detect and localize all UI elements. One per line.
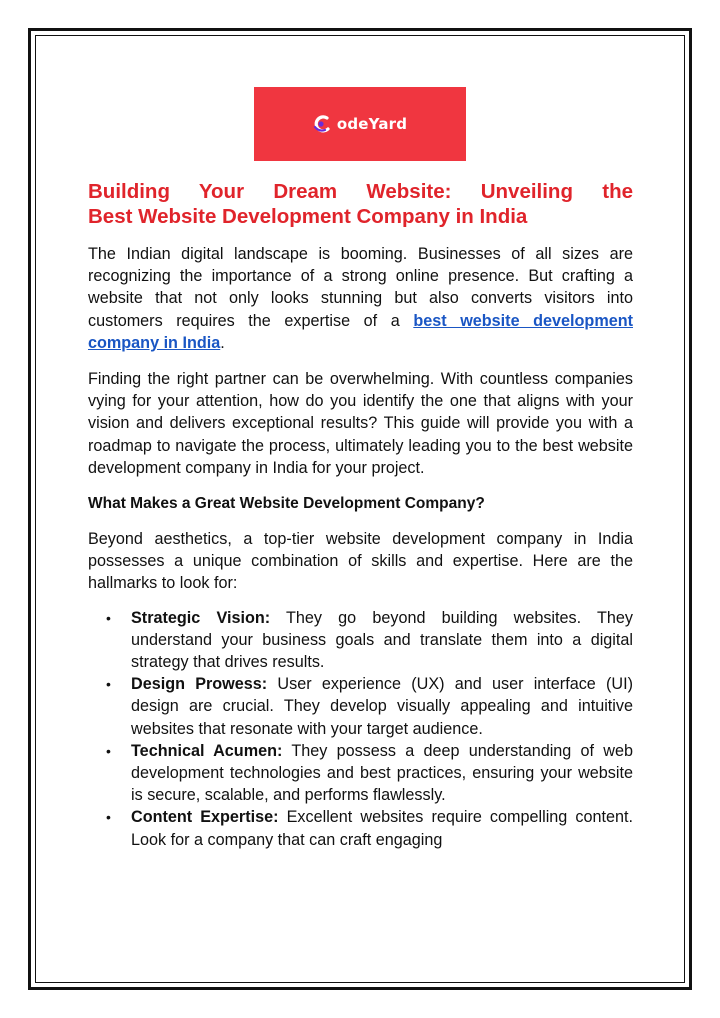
section-heading: What Makes a Great Website Development Company? (88, 495, 485, 513)
bullet-icon: • (106, 676, 111, 693)
logo-text: odeYard (336, 115, 408, 133)
logo-swirl-icon (313, 115, 335, 133)
company-logo (254, 87, 466, 161)
list-item (88, 607, 633, 674)
intro-paragraph (88, 243, 633, 354)
list-item-text: They possess a deep understanding of web development technologies and best practices, ensuring your website is secure, scalable, and performs flawlessly. (131, 741, 633, 805)
list-item-term: Design Prowess: (131, 675, 268, 694)
intro-text: The Indian digital landscape is booming. Businesses of all sizes are recognizing the importance of a strong online presence. But crafting a website that not only looks stunning but also converts visitors into customers requires the expertise of a (88, 245, 633, 330)
hallmarks-list (88, 607, 633, 851)
bullet-icon: • (106, 742, 111, 759)
list-item-text: User experience (UX) and user interface (UI) design are crucial. They develop visually appealing and intuitive websites that resonate with your target audience. (131, 675, 633, 738)
bullet-icon: • (106, 609, 111, 626)
hallmarks-intro-paragraph: Beyond aesthetics, a top-tier website development company in India possesses a unique combination of skills and expertise. Here are the hallmarks to look for: (88, 530, 633, 593)
list-item (88, 673, 633, 740)
intro-text-end: . (220, 333, 225, 352)
title-line-1: Building Your Dream Website: Unveiling the (88, 180, 633, 203)
list-item (88, 740, 633, 807)
list-item-term: Technical Acumen: (131, 741, 283, 760)
guide-paragraph: Finding the right partner can be overwhelming. With countless companies vying for your attention, how do you identify the one that aligns with your vision and delivers exceptional results? This guide will provide you with a roadmap to navigate the process, ultimately leading you to the best website development company in India for your project. (88, 370, 633, 477)
bullet-icon: • (106, 809, 111, 826)
title-line-2: Best Website Development Company in India (88, 205, 528, 228)
list-item-text: They go beyond building websites. They understand your business goals and translate them into a digital strategy that drives results. (131, 608, 633, 672)
list-item-term: Strategic Vision: (131, 608, 271, 627)
list-item-text: Excellent websites require compelling content. Look for a company that can craft engaging (131, 808, 633, 849)
page-title (88, 179, 633, 229)
document-body (88, 87, 633, 851)
list-item-term: Content Expertise: (131, 808, 279, 827)
logo-mark (313, 115, 407, 133)
list-item (88, 806, 633, 850)
best-company-link[interactable]: best website development company in India (88, 311, 633, 352)
